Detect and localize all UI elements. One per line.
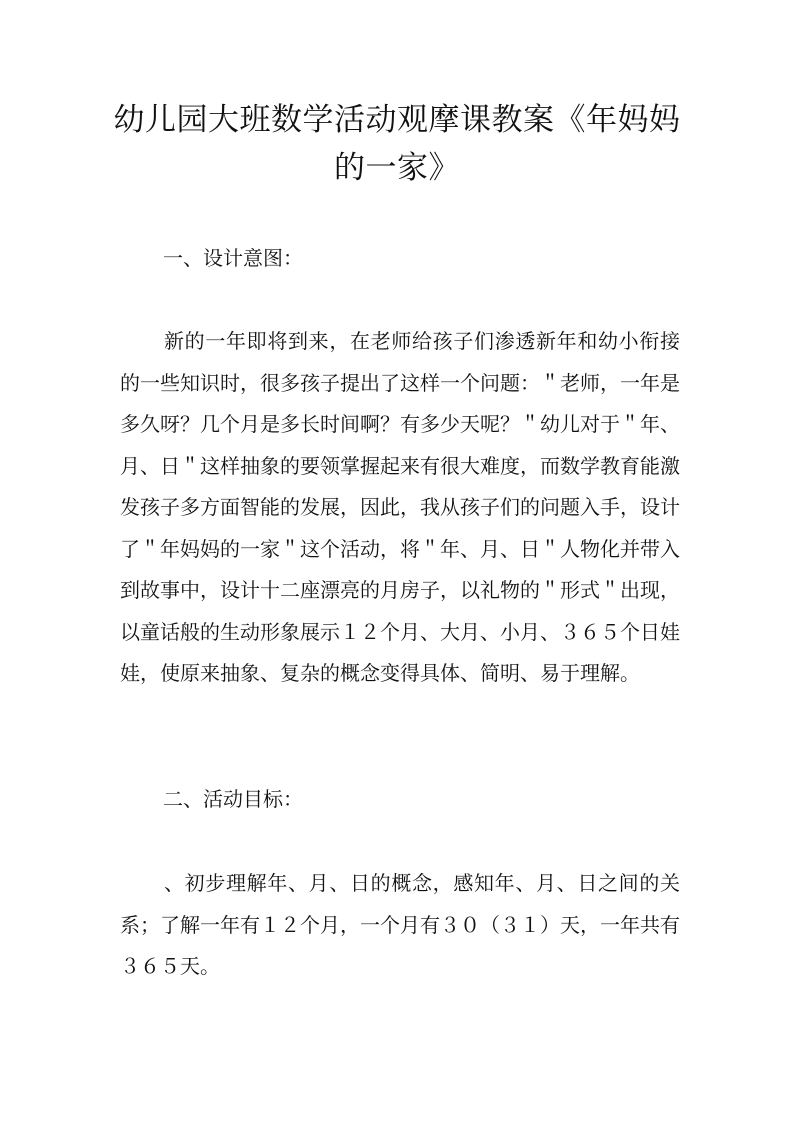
section-paragraph-design-intent: 新的一年即将到来，在老师给孩子们渗透新年和幼小衔接的一些知识时，很多孩子提出了这样一个问题：＂老师，一年是多久呀？几个月是多长时间啊？有多少天呢？＂幼儿对于＂年、月、日＂这样抽象的要领掌握起来有很大难度，而数学教育能激发孩子多方面智能的发展，因此，我从孩子们的问题入手，设计了＂年妈妈的一家＂这个活动，将＂年、月、日＂人物化并带入到故事中，设计十二座漂亮的月房子，以礼物的＂形式＂出现，以童话般的生动形象展示１２个月、大月、小月、３６５个日娃娃，使原来抽象、复杂的概念变得具体、简明、易于理解。 <box>120 329 680 685</box>
document-title: 幼儿园大班数学活动观摩课教案《年妈妈的一家》 <box>113 102 681 186</box>
section-paragraph-activity-goals: 、初步理解年、月、日的概念，感知年、月、日之间的关系；了解一年有１２个月，一个月有３０（３１）天，一年共有３６５天。 <box>120 871 680 978</box>
section-heading-activity-goals: 二、活动目标： <box>163 787 303 811</box>
section-heading-design-intent: 一、设计意图： <box>163 246 303 270</box>
